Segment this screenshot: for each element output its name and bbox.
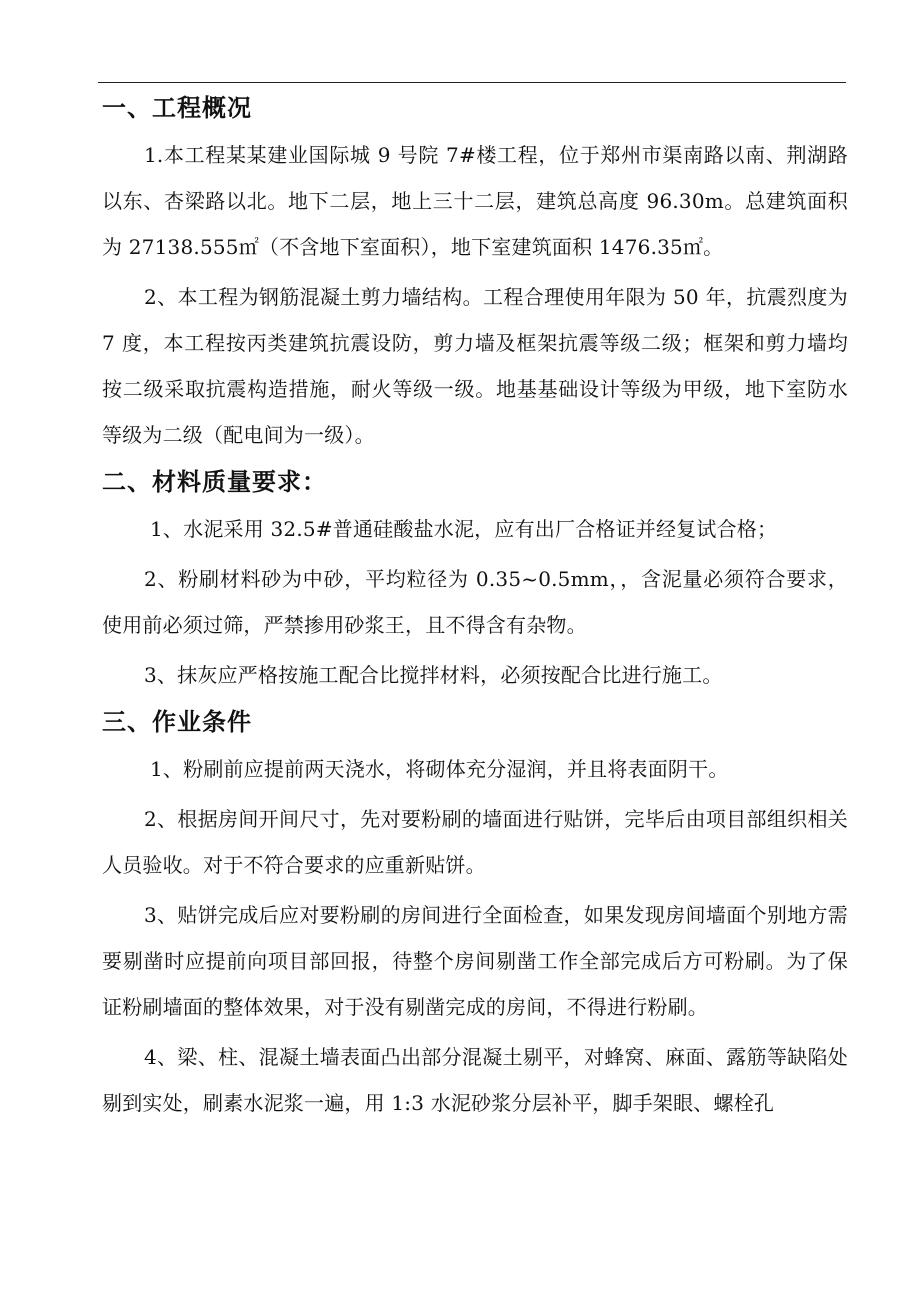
overview-paragraph-1: 1.本工程某某建业国际城 9 号院 7#楼工程，位于郑州市渠南路以南、荆湖路以东、杏梁路以北。地下二层，地上三十二层，建筑总高度 96.30m。总建筑面积为 27138.555㎡（不含地下室面积），地下室建筑面积 1476.35㎡。 bbox=[102, 143, 848, 259]
conditions-paragraph-3: 3、贴饼完成后应对要粉刷的房间进行全面检查，如果发现房间墙面个别地方需要剔凿时应提前向项目部回报，待整个房间剔凿工作全部完成后方可粉刷。为了保证粉刷墙面的整体效果，对于没有剔凿完成的房间，不得进行粉刷。 bbox=[102, 903, 848, 1019]
section-heading-materials: 二、材料质量要求： bbox=[102, 468, 327, 496]
section-heading-overview: 一、工程概况 bbox=[102, 94, 252, 122]
section-heading-conditions: 三、作业条件 bbox=[102, 708, 252, 736]
conditions-paragraph-2: 2、根据房间开间尺寸，先对要粉刷的墙面进行贴饼，完毕后由项目部组织相关人员验收。对于不符合要求的应重新贴饼。 bbox=[102, 807, 848, 877]
conditions-paragraph-4: 4、梁、柱、混凝土墙表面凸出部分混凝土剔平，对蜂窝、麻面、露筋等缺陷处剔到实处，刷素水泥浆一遍，用 1:3 水泥砂浆分层补平，脚手架眼、螺栓孔 bbox=[102, 1045, 848, 1115]
overview-paragraph-2: 2、本工程为钢筋混凝土剪力墙结构。工程合理使用年限为 50 年，抗震烈度为 7 度，本工程按丙类建筑抗震设防，剪力墙及框架抗震等级二级；框架和剪力墙均按二级采取抗震构造措施，耐火等级一级。地基基础设计等级为甲级，地下室防水等级为二级（配电间为一级）。 bbox=[102, 285, 848, 447]
materials-paragraph-3: 3、抹灰应严格按施工配合比搅拌材料，必须按配合比进行施工。 bbox=[144, 663, 723, 687]
header-rule bbox=[98, 82, 846, 83]
document-body bbox=[102, 88, 848, 1126]
materials-paragraph-2: 2、粉刷材料砂为中砂，平均粒径为 0.35~0.5mm，，含泥量必须符合要求，使用前必须过筛，严禁掺用砂浆王，且不得含有杂物。 bbox=[102, 567, 848, 637]
materials-paragraph-1: 1、水泥采用 32.5#普通硅酸盐水泥，应有出厂合格证并经复试合格； bbox=[150, 517, 778, 541]
conditions-paragraph-1: 1、粉刷前应提前两天浇水，将砌体充分湿润，并且将表面阴干。 bbox=[150, 757, 729, 781]
